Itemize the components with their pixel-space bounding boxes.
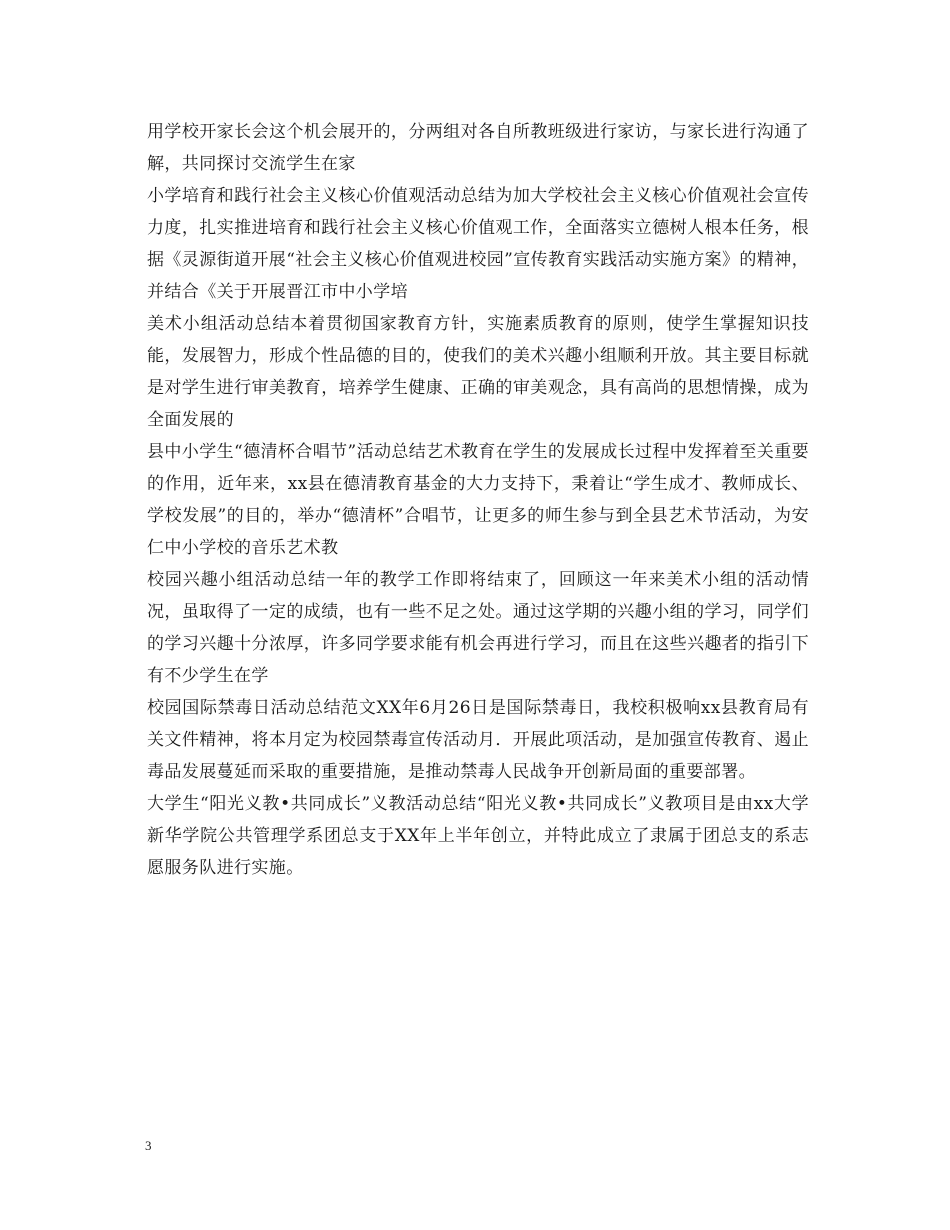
paragraph-4: 县中小学生“德清杯合唱节”活动总结艺术教育在学生的发展成长过程中发挥着至关重要的作用，近年来，xx县在德清教育基金的大力支持下，秉着让“学生成才、教师成长、学校发展”的目的，举办“德清杯”合唱节，让更多的师生参与到全县艺术节活动，为安仁中小学校的音乐艺术教 bbox=[147, 442, 809, 558]
document-body bbox=[147, 116, 809, 884]
paragraph-7: 大学生“阳光义教•共同成长”义教活动总结“阳光义教•共同成长”义教项目是由xx大学新华学院公共管理学系团总支于XX年上半年创立，并特此成立了隶属于团总支的系志愿服务队进行实施。 bbox=[147, 794, 809, 878]
paragraph-3: 美术小组活动总结本着贯彻国家教育方针，实施素质教育的原则，使学生掌握知识技能，发展智力，形成个性品德的目的，使我们的美术兴趣小组顺利开放。其主要目标就是对学生进行审美教育，培养学生健康、正确的审美观念，具有高尚的思想情操，成为全面发展的 bbox=[147, 314, 809, 430]
paragraph-2: 小学培育和践行社会主义核心价值观活动总结为加大学校社会主义核心价值观社会宣传力度，扎实推进培育和践行社会主义核心价值观工作，全面落实立德树人根本任务，根据《灵源街道开展“社会主义核心价值观进校园”宣传教育实践活动实施方案》的精神，并结合《关于开展晋江市中小学培 bbox=[147, 186, 809, 302]
paragraph-6: 校园国际禁毒日活动总结范文XX年6月26日是国际禁毒日，我校积极响xx县教育局有关文件精神，将本月定为校园禁毒宣传活动月．开展此项活动，是加强宣传教育、遏止毒品发展蔓延而采取的重要措施，是推动禁毒人民战争开创新局面的重要部署。 bbox=[147, 698, 809, 782]
paragraph-1: 用学校开家长会这个机会展开的，分两组对各自所教班级进行家访，与家长进行沟通了解，共同探讨交流学生在家 bbox=[147, 122, 809, 174]
page-number: 3 bbox=[145, 1138, 152, 1153]
paragraph-5: 校园兴趣小组活动总结一年的教学工作即将结束了，回顾这一年来美术小组的活动情况，虽取得了一定的成绩，也有一些不足之处。通过这学期的兴趣小组的学习，同学们的学习兴趣十分浓厚，许多同学要求能有机会再进行学习，而且在这些兴趣者的指引下有不少学生在学 bbox=[147, 570, 809, 686]
